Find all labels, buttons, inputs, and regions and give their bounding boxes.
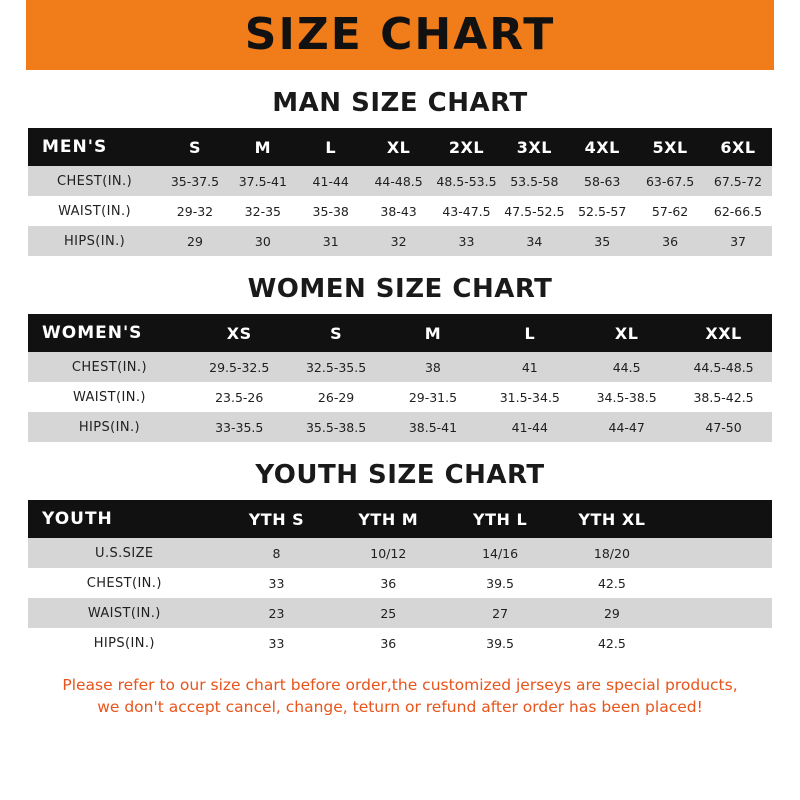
women-col-4: XL [578, 314, 675, 352]
youth-table-head [28, 500, 772, 538]
youth-r3c1: 36 [332, 628, 444, 658]
men-r1c2: 35-38 [297, 196, 365, 226]
men-col-4: 2XL [433, 128, 501, 166]
youth-corner-label: YOUTH [28, 500, 221, 538]
men-col-7: 5XL [636, 128, 704, 166]
table-row [28, 166, 772, 196]
women-r0c5: 44.5-48.5 [675, 352, 772, 382]
youth-col-spacer [668, 500, 772, 538]
table-row [28, 538, 772, 568]
header-right-white-block [774, 0, 800, 70]
women-r0c3: 41 [481, 352, 578, 382]
men-r2c2: 31 [297, 226, 365, 256]
men-r2c0: 29 [161, 226, 229, 256]
youth-r2c0: 23 [221, 598, 333, 628]
youth-header-row [28, 500, 772, 538]
section-men [28, 88, 772, 256]
youth-r0c3: 18/20 [556, 538, 668, 568]
women-r1c3: 31.5-34.5 [481, 382, 578, 412]
document-content [0, 88, 800, 719]
men-r1c0: 29-32 [161, 196, 229, 226]
page-title: SIZE CHART [244, 9, 556, 60]
women-r2c0: 33-35.5 [191, 412, 288, 442]
youth-r2c-spacer [668, 598, 772, 628]
women-col-0: XS [191, 314, 288, 352]
men-r0c8: 67.5-72 [704, 166, 772, 196]
youth-size-table [28, 500, 772, 658]
women-r0c4: 44.5 [578, 352, 675, 382]
header-band [0, 0, 800, 70]
youth-r3c2: 39.5 [444, 628, 556, 658]
men-r1c1: 32-35 [229, 196, 297, 226]
women-row-0-label: CHEST(IN.) [28, 352, 191, 382]
men-col-8: 6XL [704, 128, 772, 166]
men-r2c4: 33 [433, 226, 501, 256]
women-table-head [28, 314, 772, 352]
women-r1c2: 29-31.5 [385, 382, 482, 412]
youth-r1c3: 42.5 [556, 568, 668, 598]
men-r1c7: 57-62 [636, 196, 704, 226]
men-r2c5: 34 [500, 226, 568, 256]
women-r1c4: 34.5-38.5 [578, 382, 675, 412]
men-row-1-label: WAIST(IN.) [28, 196, 161, 226]
men-col-0: S [161, 128, 229, 166]
men-r0c5: 53.5-58 [500, 166, 568, 196]
women-r2c3: 41-44 [481, 412, 578, 442]
table-row [28, 196, 772, 226]
men-row-2-label: HIPS(IN.) [28, 226, 161, 256]
order-policy-note-line-1: Please refer to our size chart before order,the customized jerseys are special products, [62, 676, 738, 694]
youth-r1c-spacer [668, 568, 772, 598]
youth-r3c3: 42.5 [556, 628, 668, 658]
table-row [28, 352, 772, 382]
women-r2c4: 44-47 [578, 412, 675, 442]
youth-r3c-spacer [668, 628, 772, 658]
youth-table-body [28, 538, 772, 658]
men-table-head [28, 128, 772, 166]
men-r1c5: 47.5-52.5 [500, 196, 568, 226]
men-r2c6: 35 [568, 226, 636, 256]
women-r1c5: 38.5-42.5 [675, 382, 772, 412]
men-r0c0: 35-37.5 [161, 166, 229, 196]
men-col-6: 4XL [568, 128, 636, 166]
women-row-2-label: HIPS(IN.) [28, 412, 191, 442]
men-r2c8: 37 [704, 226, 772, 256]
section-title-women: WOMEN SIZE CHART [247, 274, 553, 304]
women-r2c5: 47-50 [675, 412, 772, 442]
youth-r2c1: 25 [332, 598, 444, 628]
header-left-white-block [0, 0, 26, 70]
men-col-2: L [297, 128, 365, 166]
women-col-2: M [385, 314, 482, 352]
table-row [28, 568, 772, 598]
women-header-row [28, 314, 772, 352]
section-title-men: MAN SIZE CHART [272, 88, 528, 118]
men-r0c3: 44-48.5 [365, 166, 433, 196]
youth-row-0-label: U.S.SIZE [28, 538, 221, 568]
men-r0c1: 37.5-41 [229, 166, 297, 196]
women-r2c1: 35.5-38.5 [288, 412, 385, 442]
men-r0c2: 41-44 [297, 166, 365, 196]
youth-r1c0: 33 [221, 568, 333, 598]
men-size-table [28, 128, 772, 256]
men-r0c7: 63-67.5 [636, 166, 704, 196]
men-r2c7: 36 [636, 226, 704, 256]
men-col-1: M [229, 128, 297, 166]
men-row-0-label: CHEST(IN.) [28, 166, 161, 196]
youth-r0c0: 8 [221, 538, 333, 568]
men-col-5: 3XL [500, 128, 568, 166]
youth-col-3: YTH XL [556, 500, 668, 538]
women-r2c2: 38.5-41 [385, 412, 482, 442]
men-r1c3: 38-43 [365, 196, 433, 226]
youth-col-0: YTH S [221, 500, 333, 538]
youth-col-1: YTH M [332, 500, 444, 538]
youth-row-2-label: WAIST(IN.) [28, 598, 221, 628]
men-r2c3: 32 [365, 226, 433, 256]
youth-r0c2: 14/16 [444, 538, 556, 568]
women-r0c0: 29.5-32.5 [191, 352, 288, 382]
women-corner-label: WOMEN'S [28, 314, 191, 352]
youth-r3c0: 33 [221, 628, 333, 658]
women-table-body [28, 352, 772, 442]
order-policy-note-line-2: we don't accept cancel, change, teturn or refund after order has been placed! [97, 698, 703, 717]
men-r1c8: 62-66.5 [704, 196, 772, 226]
youth-r2c2: 27 [444, 598, 556, 628]
youth-r0c1: 10/12 [332, 538, 444, 568]
youth-r0c-spacer [668, 538, 772, 568]
men-r0c4: 48.5-53.5 [433, 166, 501, 196]
men-col-3: XL [365, 128, 433, 166]
table-row [28, 598, 772, 628]
order-policy-note [28, 674, 772, 719]
men-r0c6: 58-63 [568, 166, 636, 196]
men-corner-label: MEN'S [28, 128, 161, 166]
men-header-row [28, 128, 772, 166]
women-r1c0: 23.5-26 [191, 382, 288, 412]
table-row [28, 628, 772, 658]
table-row [28, 382, 772, 412]
women-r1c1: 26-29 [288, 382, 385, 412]
women-r0c1: 32.5-35.5 [288, 352, 385, 382]
women-col-1: S [288, 314, 385, 352]
table-row [28, 226, 772, 256]
section-title-youth: YOUTH SIZE CHART [255, 460, 545, 490]
women-col-5: XXL [675, 314, 772, 352]
women-size-table [28, 314, 772, 442]
section-youth [28, 460, 772, 658]
men-r1c4: 43-47.5 [433, 196, 501, 226]
youth-r1c2: 39.5 [444, 568, 556, 598]
women-r0c2: 38 [385, 352, 482, 382]
men-table-body [28, 166, 772, 256]
table-row [28, 412, 772, 442]
youth-r2c3: 29 [556, 598, 668, 628]
youth-row-1-label: CHEST(IN.) [28, 568, 221, 598]
men-r2c1: 30 [229, 226, 297, 256]
section-women [28, 274, 772, 442]
youth-col-2: YTH L [444, 500, 556, 538]
men-r1c6: 52.5-57 [568, 196, 636, 226]
women-col-3: L [481, 314, 578, 352]
youth-row-3-label: HIPS(IN.) [28, 628, 221, 658]
women-row-1-label: WAIST(IN.) [28, 382, 191, 412]
youth-r1c1: 36 [332, 568, 444, 598]
